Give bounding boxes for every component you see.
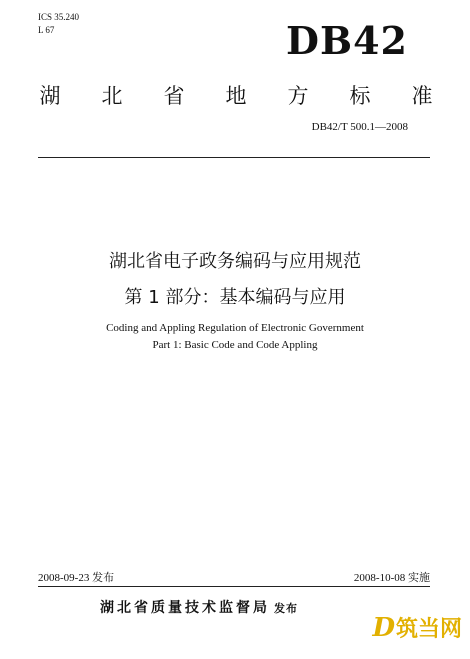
top-divider xyxy=(38,157,430,158)
issuing-authority xyxy=(100,597,298,617)
ics-code: ICS 35.240 xyxy=(38,12,80,22)
issuer-name: 湖北省质量技术监督局 xyxy=(100,600,270,616)
standard-type-char: 标 xyxy=(349,84,371,108)
ccs-code: L 67 xyxy=(38,25,55,35)
watermark-logo xyxy=(372,612,462,643)
standard-type-char: 省 xyxy=(163,84,185,108)
standard-code: DB42 xyxy=(286,18,408,63)
issuer-suffix: 发布 xyxy=(274,602,298,615)
publish-date: 2008-09-23 发布 xyxy=(38,572,115,584)
title-en-line-2: Part 1: Basic Code and Code Appling xyxy=(152,339,318,351)
standard-number: DB42/T 500.1—2008 xyxy=(311,121,408,133)
watermark-text: 筑当网 xyxy=(395,617,462,642)
standard-type-char: 湖 xyxy=(39,84,61,108)
standard-type-char: 准 xyxy=(411,84,433,108)
title-en-line-1: Coding and Appling Regulation of Electronic Government xyxy=(106,322,364,334)
implement-date: 2008-10-08 实施 xyxy=(353,572,430,584)
watermark-mark-icon: D xyxy=(372,612,395,643)
title-cn-line-1: 湖北省电子政务编码与应用规范 xyxy=(109,251,361,272)
title-cn-line-2: 第 1 部分：基本编码与应用 xyxy=(124,287,346,308)
classification-codes xyxy=(38,11,79,37)
standard-type-char: 地 xyxy=(225,84,247,108)
bottom-divider xyxy=(38,586,430,587)
standard-type-char: 北 xyxy=(101,84,123,108)
standard-type-char: 方 xyxy=(287,84,309,108)
